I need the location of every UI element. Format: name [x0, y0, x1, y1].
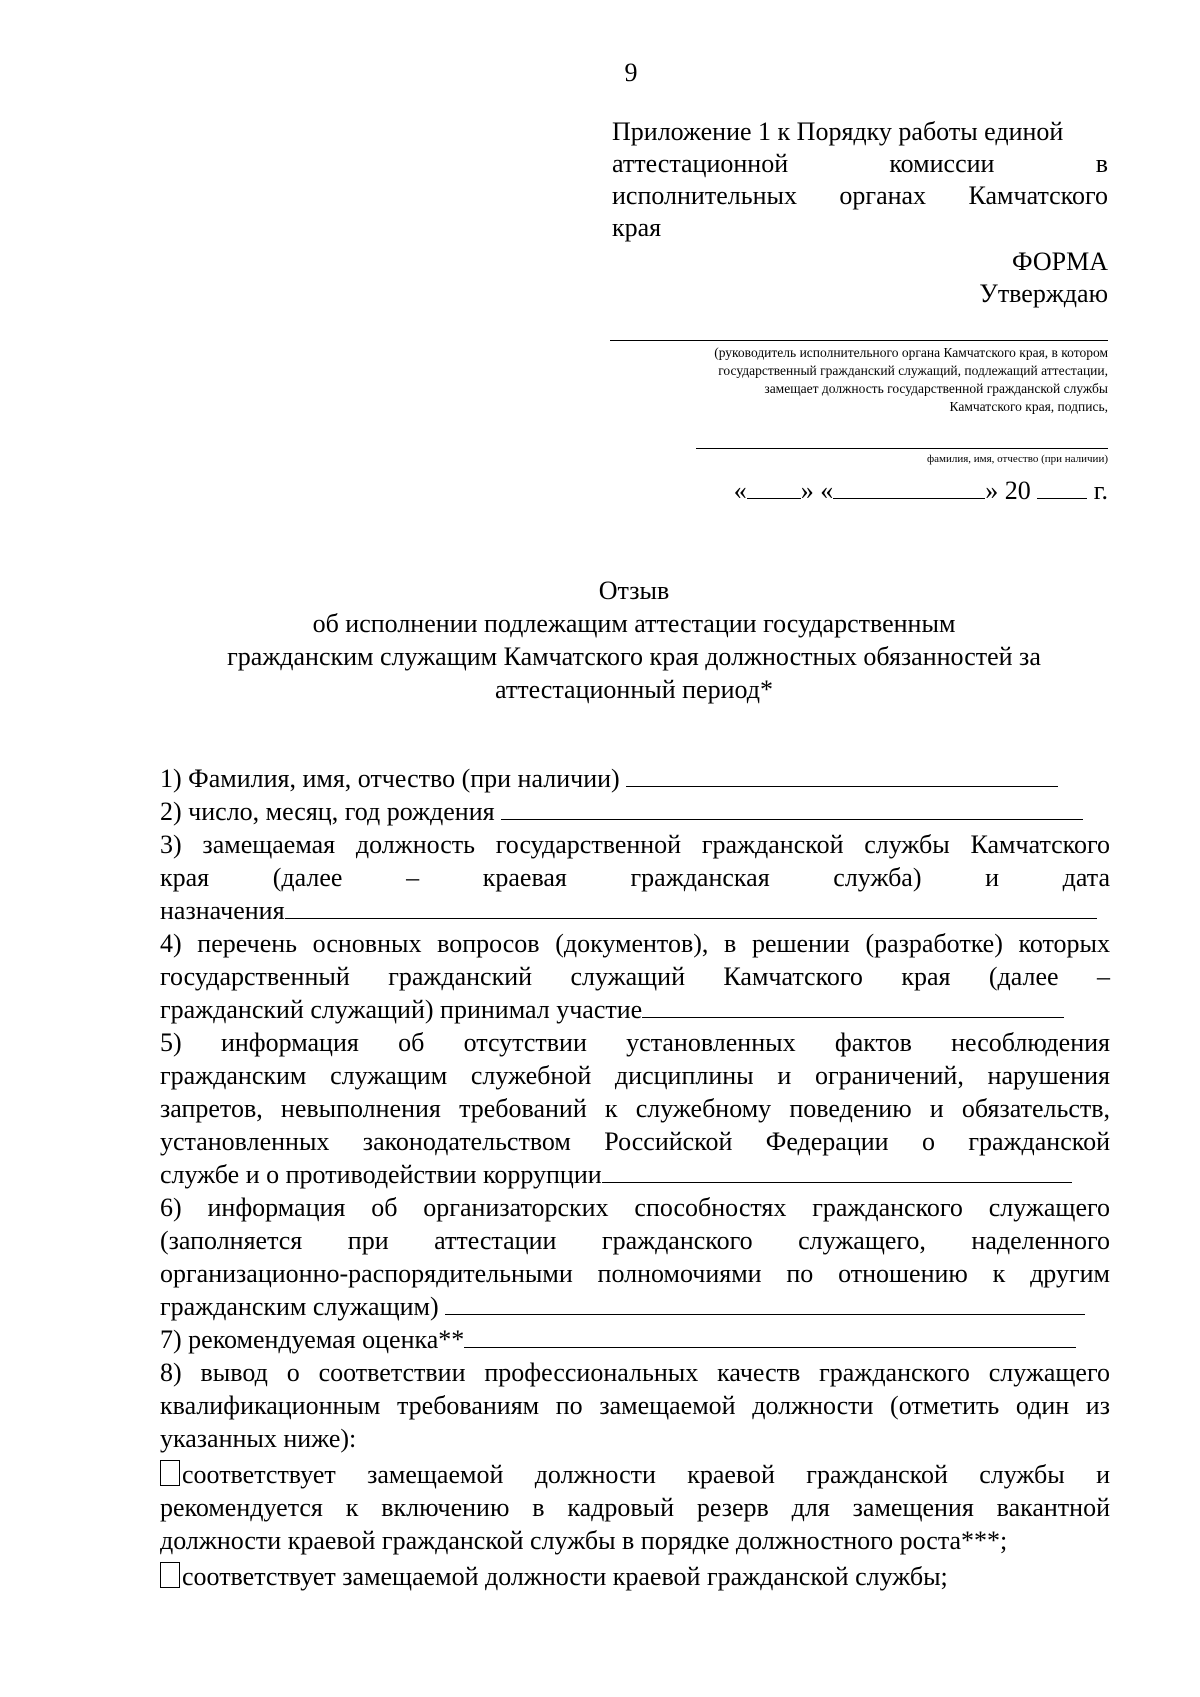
field-conclusion-line-2: квалификационным требованиям по замещаемой должности (отметить один из — [160, 1391, 1110, 1420]
date-open-quote-1: « — [733, 476, 747, 505]
date-year-field[interactable] — [1037, 476, 1087, 499]
field-org-skills-line-4 — [160, 1290, 1110, 1323]
date-close-quote-2: » 20 — [985, 476, 1031, 505]
option-reserve-line-1 — [160, 1458, 1110, 1491]
field-conclusion — [160, 1356, 1110, 1455]
option-reserve-line-2: рекомендуется к включению в кадровый резерв для замещения вакантной — [160, 1493, 1110, 1522]
option-reserve-text-1: соответствует замещаемой должности краевой гражданской службы и — [182, 1460, 1110, 1489]
approver-name-line[interactable] — [696, 448, 1108, 449]
field-violations-line-4: установленных законодательством Российской Федерации о гражданской — [160, 1127, 1110, 1156]
approve-label: Утверждаю — [979, 279, 1108, 308]
field-org-skills-label-end: гражданским служащим) — [160, 1292, 439, 1321]
page-number: 9 — [624, 58, 638, 87]
approver-signature-line[interactable] — [610, 340, 1108, 341]
appendix-line-4: края — [612, 213, 662, 242]
appendix-line-2: аттестационной комиссии в — [612, 149, 1108, 178]
field-conclusion-line-1: 8) вывод о соответствии профессиональных качеств гражданского служащего — [160, 1358, 1110, 1387]
full-name-input-line[interactable] — [626, 762, 1058, 787]
field-position-line-1: 3) замещаемая должность государственной гражданской службы Камчатского — [160, 830, 1110, 859]
field-main-issues-line-2: государственный гражданский служащий Камчатского края (далее – — [160, 962, 1110, 991]
rating-input-line[interactable] — [464, 1323, 1076, 1348]
field-violations-line-1: 5) информация об отсутствии установленных фактов несоблюдения — [160, 1028, 1110, 1057]
field-organizational-skills — [160, 1191, 1110, 1323]
field-org-skills-line-3: организационно-распорядительными полномочиями по отношению к другим — [160, 1259, 1110, 1288]
appendix-header — [612, 116, 1108, 244]
option-reserve-line-3: должности краевой гражданской службы в порядке должностного роста***; — [160, 1526, 1008, 1555]
option-corresponds-text: соответствует замещаемой должности краевой гражданской службы; — [182, 1562, 948, 1591]
field-main-issues-label-end: гражданский служащий) принимал участие — [160, 995, 643, 1024]
birth-date-input-line[interactable] — [501, 795, 1083, 820]
approver-name-caption: фамилия, имя, отчество (при наличии) — [926, 453, 1108, 465]
field-position-line-3 — [160, 894, 1110, 927]
appendix-line-1: Приложение 1 к Порядку работы единой — [612, 117, 1064, 146]
document-title — [160, 574, 1108, 706]
field-recommended-rating — [160, 1323, 1110, 1356]
field-full-name — [160, 762, 1110, 795]
option-reserve-checkbox[interactable] — [160, 1460, 180, 1486]
approver-caption-line-4: Камчатского края, подпись, — [949, 399, 1108, 414]
form-fields — [160, 762, 1110, 1593]
field-violations-label-end: службе и о противодействии коррупции — [160, 1160, 602, 1189]
option-reserve — [160, 1458, 1110, 1557]
date-open-quote-2: « — [820, 476, 834, 505]
field-position — [160, 828, 1110, 927]
approver-caption — [588, 344, 1108, 416]
field-violations-info — [160, 1026, 1110, 1191]
field-main-issues — [160, 927, 1110, 1026]
title-line-1: Отзыв — [598, 576, 670, 605]
field-violations-line-3: запретов, невыполнения требований к служебному поведению и обязательств, — [160, 1094, 1110, 1123]
title-line-3: гражданским служащим Камчатского края должностных обязанностей за — [227, 642, 1041, 671]
violations-input-line[interactable] — [602, 1158, 1072, 1183]
field-birth-date — [160, 795, 1110, 828]
field-birth-date-label: 2) число, месяц, год рождения — [160, 797, 495, 826]
option-corresponds — [160, 1560, 1110, 1593]
title-line-2: об исполнении подлежащим аттестации государственным — [312, 609, 956, 638]
main-issues-input-line[interactable] — [642, 993, 1064, 1018]
date-year-suffix: г. — [1093, 476, 1108, 505]
field-rating-label: 7) рекомендуемая оценка** — [160, 1325, 465, 1354]
date-close-quote-1: » — [800, 476, 814, 505]
org-skills-input-line[interactable] — [445, 1290, 1085, 1315]
form-label: ФОРМА — [1012, 247, 1108, 276]
option-corresponds-checkbox[interactable] — [160, 1562, 180, 1588]
field-main-issues-line-3 — [160, 993, 1110, 1026]
field-violations-line-5 — [160, 1158, 1110, 1191]
field-org-skills-line-1: 6) информация об организаторских способностях гражданского служащего — [160, 1193, 1110, 1222]
approver-caption-line-3: замещает должность государственной гражданской службы — [764, 381, 1108, 396]
field-full-name-label: 1) Фамилия, имя, отчество (при наличии) — [160, 764, 620, 793]
field-position-line-2: края (далее – краевая гражданская служба) и дата — [160, 863, 1110, 892]
approver-caption-line-2: государственный гражданский служащий, подлежащий аттестации, — [718, 363, 1108, 378]
approval-date — [734, 474, 1108, 508]
field-violations-line-2: гражданским служащим служебной дисциплины и ограничений, нарушения — [160, 1061, 1110, 1090]
date-month-field[interactable] — [833, 476, 985, 499]
date-day-field[interactable] — [747, 476, 801, 499]
field-position-label-end: назначения — [160, 896, 285, 925]
field-org-skills-line-2: (заполняется при аттестации гражданского служащего, наделенного — [160, 1226, 1110, 1255]
approver-caption-line-1: (руководитель исполнительного органа Камчатского края, в котором — [714, 345, 1108, 360]
title-line-4: аттестационный период* — [495, 675, 773, 704]
appendix-line-3: исполнительных органах Камчатского — [612, 181, 1108, 210]
position-input-line[interactable] — [285, 894, 1097, 919]
field-conclusion-line-3: указанных ниже): — [160, 1424, 357, 1453]
field-main-issues-line-1: 4) перечень основных вопросов (документов), в решении (разработке) которых — [160, 929, 1110, 958]
